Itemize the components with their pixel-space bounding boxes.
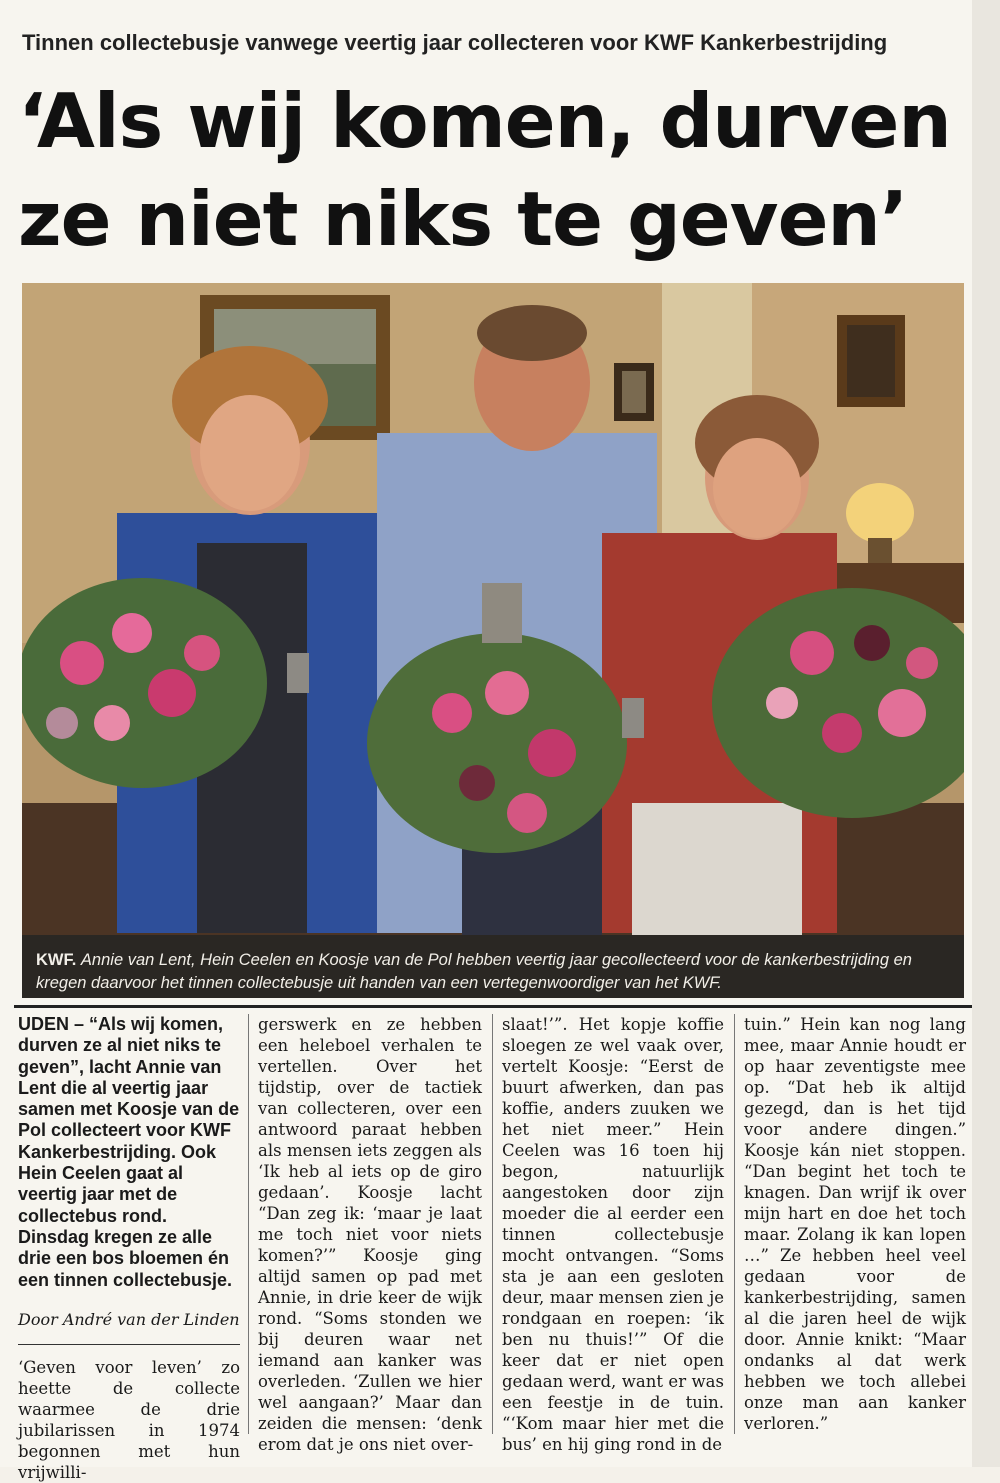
caption-lead: KWF. xyxy=(36,951,77,969)
caption-text: Annie van Lent, Hein Ceelen en Koosje van de Pol hebben veertig jaar gecollecteerd voor de kankerbestrijding en kregen daarvoor het tinnen collectebusje uit handen van een vertegenwoordiger van het KWF. xyxy=(36,951,912,992)
article-column-3 xyxy=(502,1014,724,1455)
article-body-col2: gerswerk en ze hebben een heleboel verhalen te vertellen. Over het tijdstip, over de tactiek van collecteren, over een antwoord paraat hebben als mensen iets zeggen als ‘Ik heb al iets op de giro gedaan’. Koosje lacht “Dan zeg ik: ‘maar je laat me toch niet voor niets komen?’” Koosje ging altijd samen op pad met Annie, in drie keer de wijk rond. “Soms stonden we bij deuren waar net iemand aan kanker was overleden. ‘Zullen we hier wel aangaan?’ Maar dan zeiden die mensen: ‘denk erom dat je ons niet over- xyxy=(258,1015,482,1454)
divider xyxy=(14,1005,974,1008)
page-edge xyxy=(972,0,1000,1467)
photo-caption xyxy=(22,935,964,998)
article-body-col3: slaat!’”. Het kopje koffie sloegen ze wel vaak over, vertelt Koosje: “Eerst de buurt afwerken, dan pas koffie, anders zuuken we het niet meer.” Hein Ceelen was 16 toen hij begon, natuurlijk aangestoken door zijn moeder die al eerder een tinnen collectebusje mocht ontvangen. “Soms sta je aan een gesloten deur, maar mensen zien je rondgaan en roepen: ‘ik ben nu thuis!’” Of die keer dat er niet open gedaan werd, want er was een feestje in de tuin. “‘Kom maar hier met die bus’ en hij ging rond in de xyxy=(502,1015,724,1454)
headline-line-2: ze niet niks te geven’ xyxy=(18,175,908,263)
article-column-2 xyxy=(258,1014,482,1455)
column-divider xyxy=(248,1014,249,1434)
article-body-col4: tuin.” Hein kan nog lang mee, maar Annie houdt er op haar zeventigste mee op. “Dat heb ik altijd gezegd, dan is het tijd voor andere dingen.” Koosje kán niet stoppen. “Dan begint het toch te knagen. Dan wrijf ik over mijn hart en doe het toch maar. Zolang ik kan lopen …” Ze hebben heel veel gedaan voor de kankerbestrijding, samen al die jaren heel de wijk door. Annie knikt: “Maar ondanks al dat werk hebben we toch allebei onze man aan kanker verloren.” xyxy=(744,1015,966,1433)
headline-line-1: ‘Als wij komen, durven xyxy=(18,77,951,165)
byline: Door André van der Linden xyxy=(18,1309,240,1329)
byline-divider xyxy=(18,1344,240,1345)
article-column-4 xyxy=(744,1014,966,1434)
photo-three-people-with-flowers-icon xyxy=(22,283,964,935)
headline xyxy=(18,72,983,268)
kicker: Tinnen collectebusje vanwege veertig jaar collecteren voor KWF Kankerbestrijding xyxy=(22,30,888,55)
article-column-1 xyxy=(18,1014,240,1483)
article-body-col1: ‘Geven voor leven’ zo heette de collecte waarmee de drie jubilarissen in 1974 begonnen met hun vrijwilli- xyxy=(18,1357,240,1482)
article-intro: UDEN – “Als wij komen, durven ze al niet niks te geven”, lacht Annie van Lent die al veertig jaar samen met Koosje van de Pol collecteert voor KWF Kankerbestrijding. Ook Hein Ceelen gaat al veertig jaar met de collectebus rond. Dinsdag kregen ze alle drie een bos bloemen én een tinnen collectebusje. xyxy=(18,1014,240,1290)
column-divider xyxy=(492,1014,493,1434)
column-divider xyxy=(734,1014,735,1434)
article-photo xyxy=(22,283,964,935)
